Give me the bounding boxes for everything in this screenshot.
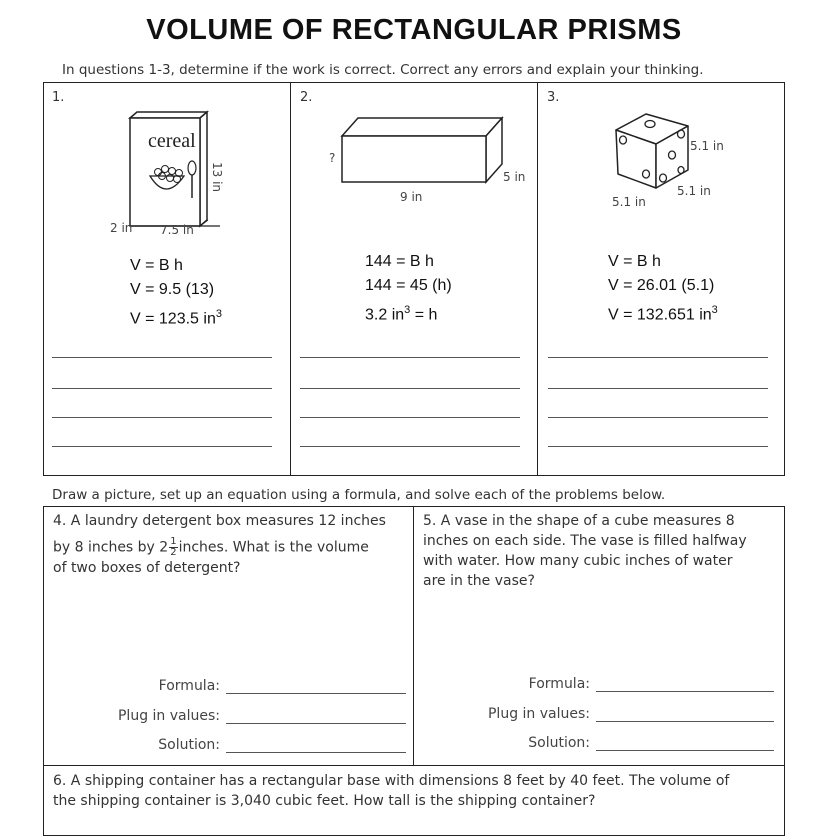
answer-line[interactable] [52, 357, 272, 358]
problem-line: with water. How many cubic inches of water [423, 553, 733, 569]
work-line-text: 3.2 in [365, 306, 405, 324]
problem-5 [423, 511, 778, 591]
fraction-denominator: 2 [170, 547, 177, 558]
die-illustration [606, 100, 696, 195]
question-number: 2. [300, 90, 313, 105]
problem-line: of two boxes of detergent? [53, 560, 241, 576]
dimension-label: 5.1 in [690, 139, 724, 153]
work-line: 144 = 45 (h) [365, 277, 452, 294]
exponent: 3 [404, 304, 411, 316]
problem-text: inches. What is the volume [178, 539, 369, 556]
divider [537, 82, 538, 476]
answer-line[interactable] [52, 417, 272, 418]
formula-field[interactable] [596, 691, 774, 692]
divider [43, 765, 785, 766]
dimension-label: 9 in [400, 190, 423, 204]
answer-line[interactable] [548, 446, 768, 447]
exponent: 3 [711, 304, 718, 316]
work-line: V = 9.5 (13) [130, 281, 215, 298]
fraction [169, 537, 177, 558]
page-title: VOLUME OF RECTANGULAR PRISMS [146, 14, 682, 46]
work-shown [365, 250, 452, 327]
instructions-bottom: Draw a picture, set up an equation using a formula, and solve each of the problems below. [52, 487, 666, 503]
cereal-label: cereal [148, 130, 196, 152]
work-line-suffix: = h [410, 306, 438, 324]
problem-line: are in the vase? [423, 573, 535, 589]
work-line [130, 302, 222, 331]
dimension-label: 7.5 in [160, 223, 194, 237]
work-line-text: V = 132.651 in [608, 306, 712, 324]
work-shown [608, 250, 718, 327]
solution-field[interactable] [226, 752, 406, 753]
problem-4 [53, 511, 408, 578]
work-line: 144 = B h [365, 253, 434, 270]
problem-6 [53, 771, 778, 811]
answer-line[interactable] [548, 357, 768, 358]
dimension-label: 2 in [110, 221, 133, 235]
work-line: V = B h [608, 253, 661, 270]
problem-line: 5. A vase in the shape of a cube measures 8 [423, 513, 735, 529]
answer-line[interactable] [52, 446, 272, 447]
question-number: 3. [547, 90, 560, 105]
dimension-label: 5 in [503, 170, 526, 184]
problem-text: by 8 inches by 2 [53, 539, 169, 556]
answer-line[interactable] [300, 388, 520, 389]
prism-illustration [338, 112, 508, 192]
problem-line: inches on each side. The vase is filled halfway [423, 533, 747, 549]
divider [290, 82, 291, 476]
solution-field[interactable] [596, 750, 774, 751]
answer-line[interactable] [300, 357, 520, 358]
work-line [365, 298, 452, 327]
work-line: V = B h [130, 257, 183, 274]
answer-line[interactable] [548, 388, 768, 389]
answer-line[interactable] [300, 446, 520, 447]
answer-line[interactable] [300, 417, 520, 418]
exponent: 3 [215, 308, 222, 320]
dimension-label: ? [329, 151, 336, 165]
problem-line: the shipping container is 3,040 cubic feet. How tall is the shipping container? [53, 793, 596, 809]
answer-line[interactable] [548, 417, 768, 418]
problem-line: 4. A laundry detergent box measures 12 inches [53, 513, 386, 529]
dimension-label: 13 in [210, 161, 225, 193]
fraction-numerator: 1 [170, 536, 177, 547]
formula-label: Formula: [158, 678, 220, 694]
problem-line [53, 537, 408, 558]
dimension-label: 5.1 in [612, 195, 646, 209]
divider [413, 506, 414, 765]
formula-label: Formula: [528, 676, 590, 692]
work-line: V = 26.01 (5.1) [608, 277, 715, 294]
work-shown [130, 254, 222, 331]
formula-field[interactable] [226, 693, 406, 694]
work-line [608, 298, 718, 327]
question-number: 1. [52, 90, 65, 105]
answer-line[interactable] [52, 388, 272, 389]
work-line-text: V = 123.5 in [130, 310, 216, 328]
instructions-top: In questions 1-3, determine if the work is correct. Correct any errors and explain your thinking. [62, 62, 704, 78]
plug-in-label: Plug in values: [487, 706, 590, 722]
plug-in-label: Plug in values: [117, 708, 220, 724]
problem-line: 6. A shipping container has a rectangular base with dimensions 8 feet by 40 feet. The volume of [53, 773, 730, 789]
solution-label: Solution: [528, 735, 590, 751]
plug-in-field[interactable] [596, 721, 774, 722]
dimension-label: 5.1 in [677, 184, 711, 198]
plug-in-field[interactable] [226, 723, 406, 724]
solution-label: Solution: [158, 737, 220, 753]
